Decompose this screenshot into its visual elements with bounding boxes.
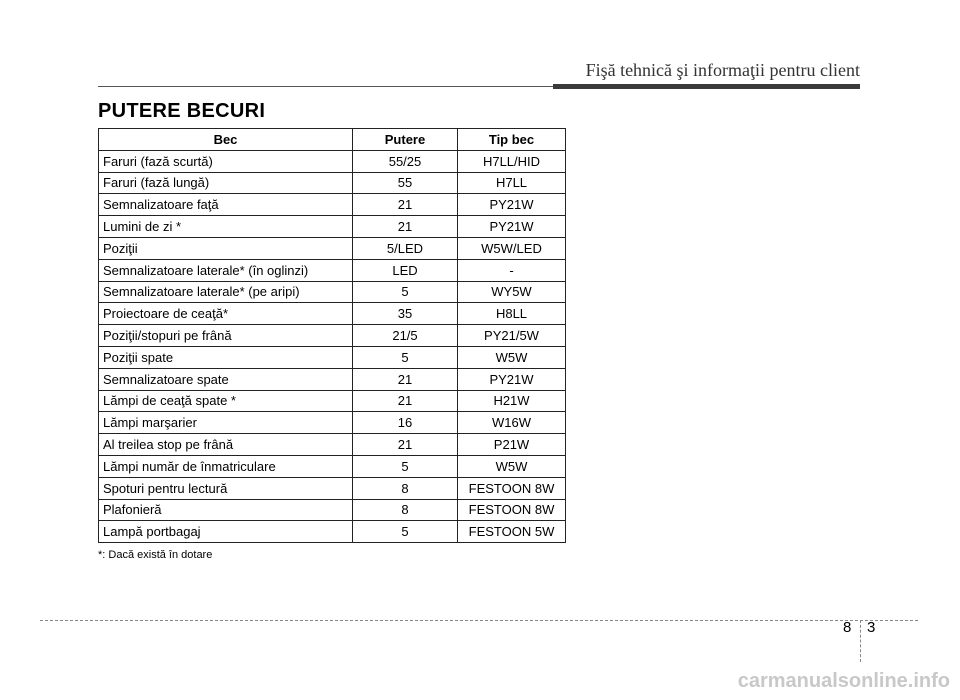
cell-type: P21W [458,434,566,456]
cell-type: FESTOON 8W [458,477,566,499]
cell-bulb: Lămpi marşarier [99,412,353,434]
cell-power: 55/25 [353,150,458,172]
table-row [99,150,566,172]
table-row [99,455,566,477]
header-bar [553,84,860,89]
cell-bulb: Plafonieră [99,499,353,521]
cell-bulb: Semnalizatoare spate [99,368,353,390]
cell-power: 16 [353,412,458,434]
cell-bulb: Poziţii [99,237,353,259]
cell-power: 5 [353,521,458,543]
table-row [99,412,566,434]
table-row [99,194,566,216]
cell-power: LED [353,259,458,281]
footer-page-divider [860,620,861,662]
cell-power: 5 [353,281,458,303]
cell-power: 21 [353,194,458,216]
table-row [99,499,566,521]
table-row [99,259,566,281]
table-row [99,281,566,303]
section-title: PUTERE BECURI [98,100,266,122]
cell-power: 8 [353,499,458,521]
cell-power: 21 [353,216,458,238]
cell-type: WY5W [458,281,566,303]
cell-bulb: Poziţii/stopuri pe frână [99,325,353,347]
table-row [99,325,566,347]
column-header-bulb: Bec [99,129,353,151]
table-row [99,303,566,325]
cell-bulb: Lumini de zi * [99,216,353,238]
cell-bulb: Faruri (fază scurtă) [99,150,353,172]
table-row [99,216,566,238]
cell-type: FESTOON 5W [458,521,566,543]
cell-power: 5 [353,455,458,477]
cell-bulb: Lămpi număr de înmatriculare [99,455,353,477]
cell-type: FESTOON 8W [458,499,566,521]
cell-type: W16W [458,412,566,434]
cell-power: 21 [353,434,458,456]
footer-dashed-rule [40,620,918,621]
cell-bulb: Lampă portbagaj [99,521,353,543]
cell-bulb: Poziţii spate [99,346,353,368]
cell-power: 5/LED [353,237,458,259]
cell-bulb: Al treilea stop pe frână [99,434,353,456]
cell-type: PY21W [458,194,566,216]
cell-type: H21W [458,390,566,412]
cell-type: PY21/5W [458,325,566,347]
cell-power: 55 [353,172,458,194]
chapter-header-title: Fişă tehnică şi informaţii pentru client [585,60,860,80]
cell-type: H8LL [458,303,566,325]
cell-bulb: Spoturi pentru lectură [99,477,353,499]
cell-type: PY21W [458,368,566,390]
table-row [99,172,566,194]
bulb-power-table [98,128,566,543]
cell-type: H7LL [458,172,566,194]
column-header-bulb-type: Tip bec [458,129,566,151]
cell-bulb: Semnalizatoare laterale* (în oglinzi) [99,259,353,281]
cell-bulb: Semnalizatoare laterale* (pe aripi) [99,281,353,303]
watermark-text: carmanualsonline.info [737,670,950,692]
cell-power: 5 [353,346,458,368]
cell-type: W5W/LED [458,237,566,259]
column-header-power: Putere [353,129,458,151]
cell-bulb: Proiectoare de ceaţă* [99,303,353,325]
table-row [99,390,566,412]
table-row [99,346,566,368]
table-row [99,521,566,543]
cell-type: - [458,259,566,281]
cell-power: 21 [353,368,458,390]
cell-bulb: Faruri (fază lungă) [99,172,353,194]
chapter-number: 8 [843,619,852,636]
table-row [99,368,566,390]
cell-type: H7LL/HID [458,150,566,172]
table-footnote: *: Dacă există în dotare [98,549,213,561]
table-row [99,434,566,456]
cell-power: 21/5 [353,325,458,347]
table-row [99,477,566,499]
cell-power: 35 [353,303,458,325]
page-number: 3 [867,619,876,636]
cell-power: 21 [353,390,458,412]
table-row [99,237,566,259]
cell-bulb: Lămpi de ceaţă spate * [99,390,353,412]
cell-power: 8 [353,477,458,499]
cell-type: W5W [458,346,566,368]
cell-bulb: Semnalizatoare faţă [99,194,353,216]
cell-type: W5W [458,455,566,477]
cell-type: PY21W [458,216,566,238]
table-header-row [99,129,566,151]
